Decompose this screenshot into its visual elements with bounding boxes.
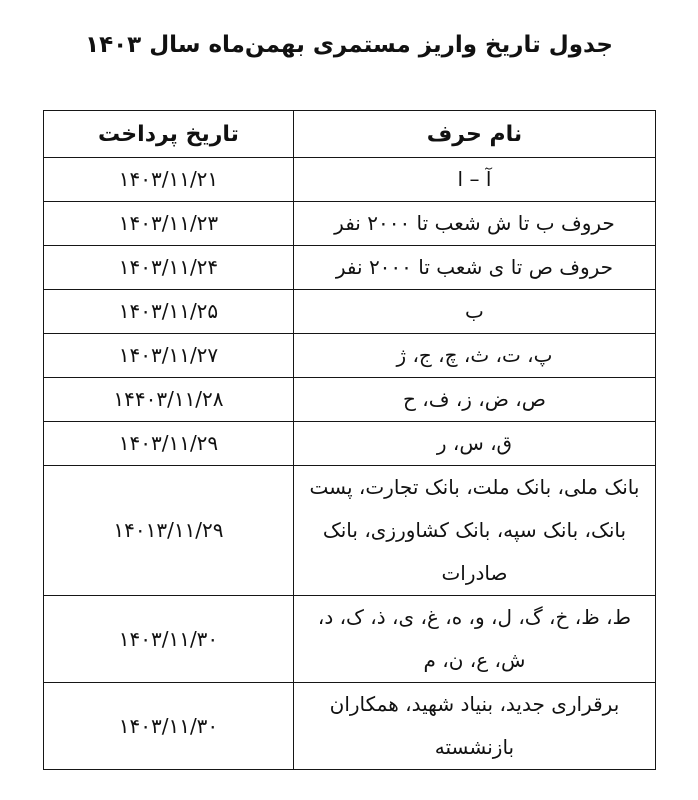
- table-row: [43, 596, 655, 683]
- table-body: [43, 158, 655, 770]
- letter-name-cell: برقراری جدید، بنیاد شهید، همکاران بازنشسته: [294, 683, 655, 770]
- payment-date-cell: ۱۴۰۱۳/۱۱/۲۹: [43, 466, 294, 596]
- column-header-letter-name: نام حرف: [294, 111, 655, 158]
- payment-date-cell: ۱۴۰۳/۱۱/۲۷: [43, 334, 294, 378]
- letter-name-cell: ب: [294, 290, 655, 334]
- header-row: [43, 111, 655, 158]
- payment-date-cell: ۱۴۰۳/۱۱/۲۵: [43, 290, 294, 334]
- payment-date-cell: ۱۴۰۳/۱۱/۲۴: [43, 246, 294, 290]
- payment-schedule-table: [43, 110, 656, 770]
- letter-name-cell: پ، ت، ث، چ، ج، ژ: [294, 334, 655, 378]
- letter-name-cell: ص، ض، ز، ف، ح: [294, 378, 655, 422]
- table-row: [43, 246, 655, 290]
- payment-date-cell: ۱۴۰۳/۱۱/۲۳: [43, 202, 294, 246]
- table-row: [43, 466, 655, 596]
- table-row: [43, 290, 655, 334]
- table-row: [43, 202, 655, 246]
- letter-name-cell: حروف ب تا ش شعب تا ۲۰۰۰ نفر: [294, 202, 655, 246]
- letter-name-cell: ق، س، ر: [294, 422, 655, 466]
- table-row: [43, 422, 655, 466]
- payment-date-cell: ۱۴۰۳/۱۱/۳۰: [43, 596, 294, 683]
- table-row: [43, 158, 655, 202]
- letter-name-cell: ط، ظ، خ، گ، ل، و، ه، غ، ی، ذ، ک، د، ش، ع، ن، م: [294, 596, 655, 683]
- table-row: [43, 334, 655, 378]
- table-row: [43, 683, 655, 770]
- payment-date-cell: ۱۴۴۰۳/۱۱/۲۸: [43, 378, 294, 422]
- letter-name-cell: بانک ملی، بانک ملت، بانک تجارت، پست بانک، بانک سپه، بانک کشاورزی، بانک صادرات: [294, 466, 655, 596]
- page-title: جدول تاریخ واریز مستمری بهمن‌ماه سال ۱۴۰۳: [85, 32, 613, 58]
- table-row: [43, 378, 655, 422]
- payment-date-cell: ۱۴۰۳/۱۱/۲۱: [43, 158, 294, 202]
- payment-date-cell: ۱۴۰۳/۱۱/۲۹: [43, 422, 294, 466]
- column-header-payment-date: تاریخ پرداخت: [43, 111, 294, 158]
- letter-name-cell: آ – ا: [294, 158, 655, 202]
- payment-date-cell: ۱۴۰۳/۱۱/۳۰: [43, 683, 294, 770]
- letter-name-cell: حروف ص تا ی شعب تا ۲۰۰۰ نفر: [294, 246, 655, 290]
